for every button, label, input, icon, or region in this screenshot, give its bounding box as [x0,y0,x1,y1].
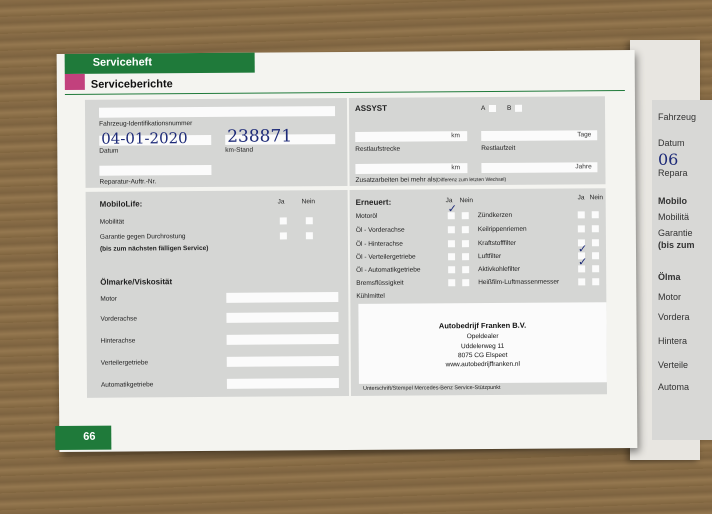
vorderachse-ja-checkbox[interactable] [448,226,455,233]
motoroel-nein-checkbox[interactable] [462,212,469,219]
ja-header: Ja [577,194,585,202]
nein-header: Nein [459,197,474,205]
stamp-line: www.autobedrijffranken.nl [445,360,520,369]
verteilergetriebe-ja-checkbox[interactable] [448,253,455,260]
assyst-b-label: B [506,104,512,112]
next-page-label: Automa [658,382,690,392]
order-number-field[interactable] [99,165,211,176]
next-page-label: Vordera [658,312,690,322]
verteilergetriebe-oil-field[interactable] [227,356,339,367]
assyst-a-checkbox[interactable] [489,105,496,112]
checkmark-icon: ✓ [577,242,588,256]
automatikgetriebe-ja-checkbox[interactable] [448,266,455,273]
tage-unit: Tage [577,131,592,139]
luftmassenmesser-nein-checkbox[interactable] [592,278,599,285]
luftfilter-nein-checkbox[interactable] [592,252,599,259]
next-page-label: Ölma [658,272,681,282]
vorderachse-label: Vorderachse [100,315,137,323]
next-page-label: Mobilo [658,196,687,206]
service-booklet-page [57,50,638,452]
garantie-ja-checkbox[interactable] [280,232,287,239]
page-number: 66 [83,430,96,443]
mobilolife-title: MobiloLife: [99,199,143,209]
date-handwriting: 04-01-2020 [101,129,188,148]
erneuert-item-label: Öl - Hinterachse [355,240,403,248]
oelmarke-title: Ölmarke/Viskosität [100,277,173,287]
nein-header: Nein [589,194,604,202]
vehicle-info-panel [85,98,348,188]
restlaufstrecke-label: Restlaufstrecke [355,145,401,153]
next-page-date-handwriting: 06 [658,150,679,169]
hinterachse-ja-checkbox[interactable] [448,240,455,247]
next-page-label: Repara [658,168,688,178]
automatikgetriebe-label: Automatikgetriebe [100,381,154,389]
hinterachse-label: Hinterachse [100,337,136,345]
motor-oil-field[interactable] [226,292,338,303]
erneuert-title: Erneuert: [355,197,392,207]
garantie-nein-checkbox[interactable] [306,232,313,239]
erneuert-item-label: Motoröl [355,212,378,220]
km-handwriting: 238871 [227,126,293,147]
assyst-a-label: A [480,105,486,113]
erneuert-item-label: Bremsflüssigkeit [356,279,404,287]
section-header-bar [65,53,255,74]
erneuert-item-label: Zündkerzen [477,211,513,220]
next-page-label: Mobilitä [658,212,690,222]
mobilitaet-ja-checkbox[interactable] [280,217,287,224]
erneuert-item-label: Kraftstofffilter [477,239,517,248]
dealer-stamp-area [358,302,607,384]
assyst-panel [349,96,606,186]
bremsfluessigkeit-ja-checkbox[interactable] [448,279,455,286]
stamp-line: Uddelerweg 11 [461,342,505,351]
hinterachse-nein-checkbox[interactable] [462,240,469,247]
zusatz-label: Zusatzarbeiten bei mehr als [355,176,436,184]
nein-header: Nein [301,198,316,206]
next-page-label: Fahrzeug [658,112,697,122]
checkmark-icon: ✓ [447,202,457,216]
stamp-company: Autobedrijf Franken B.V. [438,320,527,331]
erneuert-item-label: Keilrippenriemen [477,225,527,234]
km-unit: km [451,164,461,172]
bremsfluessigkeit-nein-checkbox[interactable] [462,279,469,286]
next-page-label: (bis zum [658,240,695,250]
next-page [630,40,700,460]
mobilitaet-label: Mobilität [99,218,125,226]
vin-label: Fahrzeug-Identifikationsnummer [99,120,193,128]
date-label: Datum [99,147,119,155]
km-label: km-Stand [225,146,254,154]
stamp-line: Opeldealer [466,332,499,341]
verteilergetriebe-nein-checkbox[interactable] [462,253,469,260]
zuendkerzen-ja-checkbox[interactable] [578,211,585,218]
erneuert-item-label: Heißfilm-Luftmassenmesser [478,278,560,287]
zuendkerzen-nein-checkbox[interactable] [592,211,599,218]
header-divider [65,90,625,95]
kraftstofffilter-nein-checkbox[interactable] [592,239,599,246]
order-number-label: Reparatur-Auftr.-Nr. [99,178,157,186]
motor-label: Motor [100,295,117,303]
keilrippenriemen-ja-checkbox[interactable] [578,225,585,232]
next-page-label: Verteile [658,360,689,370]
erneuert-item-label: Öl - Automatikgetriebe [356,266,421,274]
garantie-label: Garantie gegen Durchrostung [99,233,186,241]
erneuert-item-label: Öl - Vorderachse [355,226,405,234]
pink-tab-marker [65,74,85,90]
automatikgetriebe-oil-field[interactable] [227,378,339,389]
stamp-line: 8075 CG Elspeet [457,351,508,360]
mobilitaet-nein-checkbox[interactable] [306,217,313,224]
next-page-label: Garantie [658,228,693,238]
erneuert-item-label: Luftfilter [478,252,502,261]
section-title: Serviceheft [92,56,153,69]
next-page-label: Hintera [658,336,688,346]
erneuert-item-label: Kühlmittel [356,292,385,300]
vorderachse-oil-field[interactable] [226,312,338,323]
keilrippenriemen-nein-checkbox[interactable] [592,225,599,232]
luftmassenmesser-ja-checkbox[interactable] [578,278,585,285]
page-number-tab [55,426,111,450]
jahre-unit: Jahre [575,163,592,171]
hinterachse-oil-field[interactable] [227,334,339,345]
aktivkohlefilter-nein-checkbox[interactable] [592,265,599,272]
stamp-caption: Unterschrift/Stempel Mercedes-Benz Service-Stützpunkt [362,384,501,392]
erneuert-item-label: Öl - Verteilergetriebe [356,253,416,261]
page-title: Serviceberichte [90,78,173,91]
zusatz-note: (Differenz zum letzten Wechsel) [435,176,507,184]
garantie-note: (bis zum nächsten fälligen Service) [99,244,209,253]
next-page-label: Datum [658,138,685,148]
next-page-label: Motor [658,292,682,302]
mobilolife-panel [86,190,349,398]
checkmark-icon: ✓ [578,255,588,269]
restlaufzeit-label: Restlaufzeit [481,144,516,153]
vorderachse-nein-checkbox[interactable] [462,226,469,233]
ja-header: Ja [277,198,285,206]
assyst-title: ASSYST [354,103,388,113]
ja-header: Ja [445,197,453,205]
assyst-b-checkbox[interactable] [515,105,522,112]
vin-field[interactable] [99,106,335,118]
erneuert-item-label: Aktivkohlefilter [478,265,521,274]
automatikgetriebe-nein-checkbox[interactable] [462,266,469,273]
km-unit: km [451,132,460,140]
verteilergetriebe-label: Verteilergetriebe [100,359,149,367]
